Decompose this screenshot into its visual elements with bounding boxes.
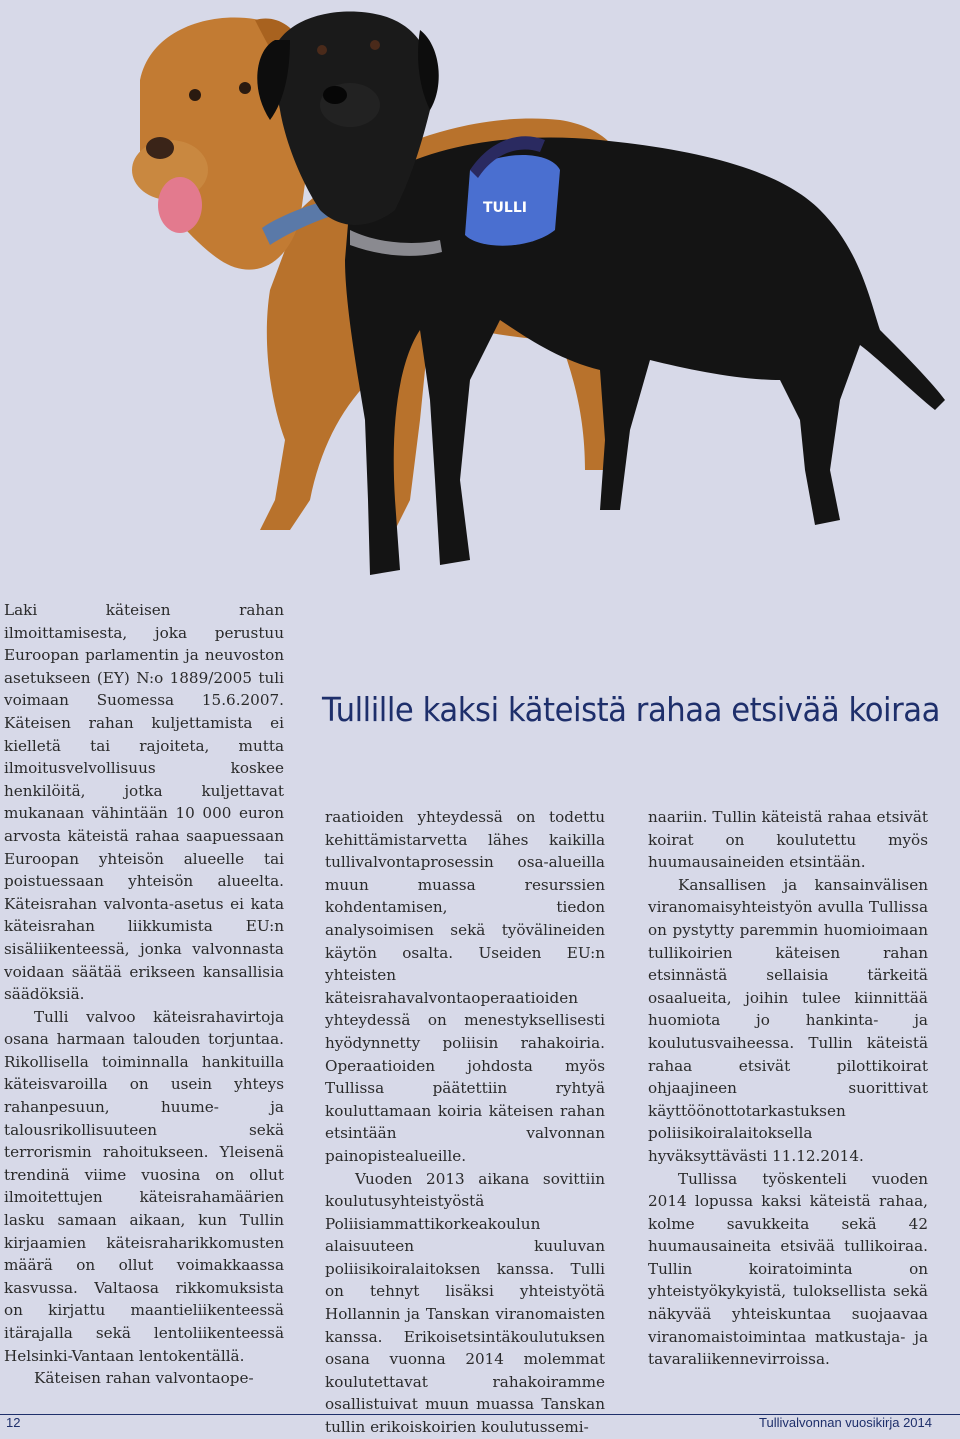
paragraph: Laki käteisen rahan ilmoittamisesta, joka perustuu Euroopan parlamentin ja neuvoston asetukseen (EY) N:o 1889/2005 tuli voimaan Suomessa 15.6.2007. Käteisen rahan kuljettamista ei kielletä tai rajoiteta, mutta ilmoitusvelvollisuus koskee henkilöitä, jotka kuljettavat mukanaan vähintään 10 000 euron arvosta käteistä rahaa saapuessaan Euroopan yhteisön alueelle tai poistuessaan yhteisön alueelta. Käteisrahan valvonta-asetus ei kata käteisrahan liikkumista EU:n sisäliikenteessä, jonka valvonnasta voidaan säätää erikseen kansallisia säädöksiä. [4, 601, 284, 1004]
column-1 [4, 599, 284, 1390]
article-headline: Tullille kaksi käteistä rahaa etsivää koiraa [322, 690, 940, 729]
page-number: 12 [6, 1415, 21, 1430]
paragraph: Tullissa työskenteli vuoden 2014 lopussa kaksi käteistä rahaa, kolme savukkeita sekä 42 huumausaineita etsivää tullikoiraa. Tullin koiratoiminta on yhteistyökykyistä, tuloksellista sekä näkyvää yhteiskuntaa suojaavaa viranomaistoimintaa matkustaja- ja tavaraliikennevirroissa. [648, 1169, 928, 1369]
harness-label: TULLI [483, 200, 527, 216]
paragraph: naariin. Tullin käteistä rahaa etsivät koirat on koulutettu myös huumausaineiden etsintään. [648, 808, 928, 872]
column-3 [648, 806, 928, 1371]
paragraph: Käteisen rahan valvontaope- [34, 1369, 254, 1388]
paragraph: Tulli valvoo käteisrahavirtoja osana harmaan talouden torjuntaa. Rikollisella toiminnalla hankituilla käteisvaroilla on usein yhteys rahanpesuun, huume- ja talousrikollisuuteen sekä terrorismin rahoitukseen. Yleisenä trendinä viime vuosina on ollut ilmoitettujen käteisrahamäärien lasku samaan aikaan, kun Tullin kirjaamien käteisraharikkomusten määrä on ollut voimakkaassa kasvussa. Valtaosa rikkomuksista on kirjattu maantieliikenteessä itärajalla sekä lentoliikenteessä Helsinki-Vantaan lentokentällä. [4, 1007, 284, 1365]
paragraph: raatioiden yhteydessä on todettu kehittämistarvetta lähes kaikilla tullivalvontaprosessin osa-alueilla muun muassa resurssien kohdentamisen, tiedon analysoimisen sekä työvälineiden käytön osalta. Useiden EU:n yhteisten käteisrahavalvontaoperaatioiden yhteydessä on menestyksellisesti hyödynnetty poliisin rahakoiria. Operaatioiden johdosta myös Tullissa päätettiin ryhtyä kouluttamaan koiria käteisen rahan etsintään valvonnan painopistealueille. [325, 808, 605, 1165]
paragraph: Kansallisen ja kansainvälisen viranomaisyhteistyön avulla Tullissa on pystytty paremmin huomioimaan tullikoirien käteisen rahan etsinnästä sellaisia tärkeitä osaalueita, joihin tulee kiinnittää huomiota jo hankinta- ja koulutusvaiheessa. Tullin käteistä rahaa etsivät pilottikoirat ohjaajineen suorittivat käyttöönottotarkastuksen poliisikoiralaitoksella hyväksyttävästi 11.12.2014. [648, 875, 928, 1165]
publication-title: Tullivalvonnan vuosikirja 2014 [759, 1415, 932, 1430]
column-2 [325, 806, 605, 1439]
paragraph: Vuoden 2013 aikana sovittiin koulutusyhteistyöstä Poliisiammattikorkeakoulun alaisuuteen kuuluvan poliisikoiralaitoksen kanssa. Tulli on tehnyt lisäksi yhteistyötä Hollannin ja Tanskan viranomaisten kanssa. Erikoisetsintäkoulutuksen osana vuonna 2014 molemmat koulutettavat rahakoiramme osallistuivat muun muassa Tanskan tullin erikoiskoirien koulutussemi- [325, 1169, 605, 1437]
black-labrador [257, 11, 945, 575]
dogs-photo [0, 0, 960, 600]
